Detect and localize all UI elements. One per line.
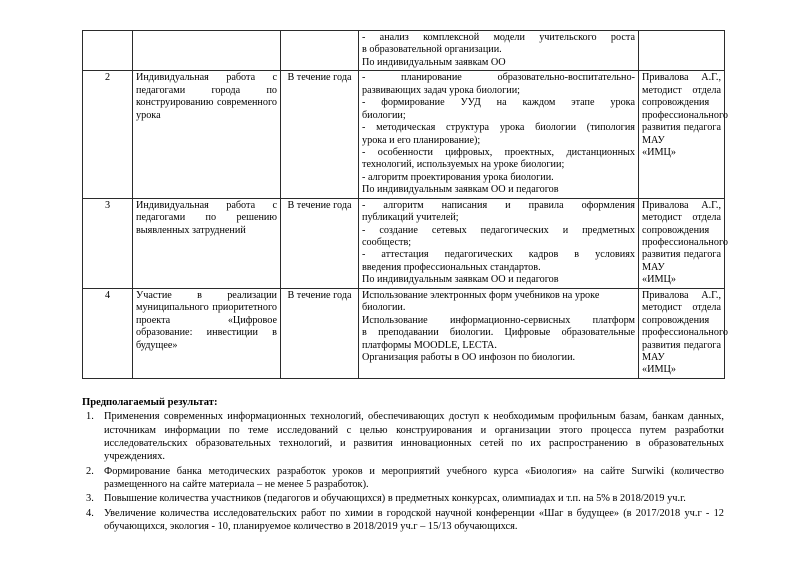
cell-content [359, 198, 639, 288]
responsible-line: «ИМЦ» [642, 364, 676, 376]
content-line: По индивидуальным заявкам ОО и педагогов [362, 184, 559, 196]
content-line: урока и его планирование); [362, 134, 481, 146]
content-line: - формирование УУД на каждом этапе урока [362, 97, 635, 109]
cell-term [281, 31, 359, 71]
expected-results-section [82, 396, 724, 533]
content-line: - методическая структура урока биологии (типология [362, 122, 635, 134]
cell-responsible [639, 31, 725, 71]
list-item: Формирование банка методических разработок уроков и мероприятий учебного курса «Биология» на сайте Surwiki (количество размещенного на сайте материала – не менее 5 разработок). [104, 465, 724, 490]
cell-content [359, 288, 639, 378]
responsible-line: «ИМЦ» [642, 146, 676, 158]
cell-row-number: 2 [83, 71, 133, 198]
responsible-line: Привалова А.Г., [642, 199, 721, 211]
cell-row-number [83, 31, 133, 71]
cell-activity: Индивидуальная работа с педагогами по решению выявленных затруднений [133, 198, 281, 288]
responsible-line: Привалова А.Г., [642, 289, 721, 301]
content-line: - особенности цифровых, проектных, дистанционных [362, 146, 635, 158]
content-line: - анализ комплексной модели учительского роста [362, 32, 635, 43]
table-body [83, 31, 728, 379]
cell-activity [133, 31, 281, 71]
cell-row-number: 4 [83, 288, 133, 378]
responsible-line: развития педагога МАУ [642, 249, 721, 273]
responsible-line: методист отдела [642, 212, 721, 224]
responsible-line: развития педагога МАУ [642, 122, 721, 146]
content-line: - аттестация педагогических кадров в условиях [362, 249, 635, 261]
content-line: Использование электронных форм учебников на уроке [362, 289, 600, 301]
content-line: сообществ; [362, 237, 412, 248]
cell-responsible [639, 288, 728, 378]
content-line: - планирование образовательно-воспитательно- [362, 72, 635, 84]
responsible-line: сопровождения [642, 97, 710, 109]
cell-content [359, 31, 639, 71]
responsible-line: Привалова А.Г., [642, 72, 721, 84]
responsible-line: профессионального [642, 327, 728, 339]
cell-responsible [639, 198, 728, 288]
content-line: биологии. [362, 302, 406, 314]
content-line: биологии; [362, 109, 406, 121]
activity-plan-table [82, 30, 728, 379]
content-line: Использование информационно-сервисных платформ [362, 314, 635, 326]
table-row [83, 71, 725, 198]
content-line: - алгоритм написания и правила оформления [362, 199, 635, 211]
content-line: платформы MOODLE, LECTA. [362, 339, 497, 351]
content-line: - создание сетевых педагогических и предметных [362, 224, 635, 236]
content-line: в преподавании биологии. Цифровые образовательные [362, 327, 635, 339]
responsible-line: методист отдела [642, 302, 721, 314]
content-line: По индивидуальным заявкам ОО [362, 56, 506, 68]
responsible-line: профессионального [642, 237, 728, 248]
expected-results-title: Предполагаемый результат: [82, 396, 218, 408]
list-item: Увеличение количества исследовательских работ по химии в городской научной конференции «Шаг в будущее» (в 2017/2018 уч.г - 12 обучающихся, экология - 10, планируемое количество в 2018/2019 уч.г – 15/13 обучающихся. [104, 507, 724, 532]
responsible-line: методист отдела [642, 84, 721, 96]
cell-term: В течение года [281, 288, 359, 378]
content-line: технологий, используемых на уроке биологии; [362, 159, 565, 171]
content-line: Организация работы в ОО инфозон по биологии. [362, 351, 576, 363]
content-line: развивающих задач урока биологии; [362, 84, 520, 96]
content-line: публикаций учителей; [362, 212, 459, 224]
content-line: в образовательной организации. [362, 44, 502, 56]
cell-responsible [639, 71, 728, 198]
cell-term: В течение года [281, 71, 359, 198]
cell-term: В течение года [281, 198, 359, 288]
responsible-line: сопровождения [642, 224, 710, 236]
cell-activity: Участие в реализации муниципального приоритетного проекта «Цифровое образование: инвестиции в будущее» [133, 288, 281, 378]
responsible-line: сопровождения [642, 314, 710, 326]
table-row [83, 31, 725, 71]
cell-row-number: 3 [83, 198, 133, 288]
responsible-line: профессионального [642, 109, 728, 121]
table-row [83, 288, 725, 378]
responsible-line: «ИМЦ» [642, 274, 676, 286]
responsible-line: развития педагога МАУ [642, 339, 721, 363]
table-row [83, 198, 725, 288]
content-line: - алгоритм проектирования урока биологии. [362, 171, 554, 183]
expected-results-list [82, 410, 724, 533]
list-item: Повышение количества участников (педагогов и обучающихся) в предметных конкурсах, олимпиадах и т.п. на 5% в 2018/2019 уч.г. [104, 493, 686, 505]
content-line: введения профессиональных стандартов. [362, 261, 541, 273]
cell-content [359, 71, 639, 198]
cell-activity: Индивидуальная работа с педагогами города по конструированию современного урока [133, 71, 281, 198]
list-item: Применения современных информационных технологий, обеспечивающих доступ к необходимым профильным базам, банкам данных, источникам информации по теме исследований с целью конструирования и организации этого процесса путем разработки исследовательских образовательных технологий, и развития инновационных сетей по их распространению в образовательных учреждениях. [104, 411, 724, 463]
content-line: По индивидуальным заявкам ОО и педагогов [362, 274, 559, 286]
